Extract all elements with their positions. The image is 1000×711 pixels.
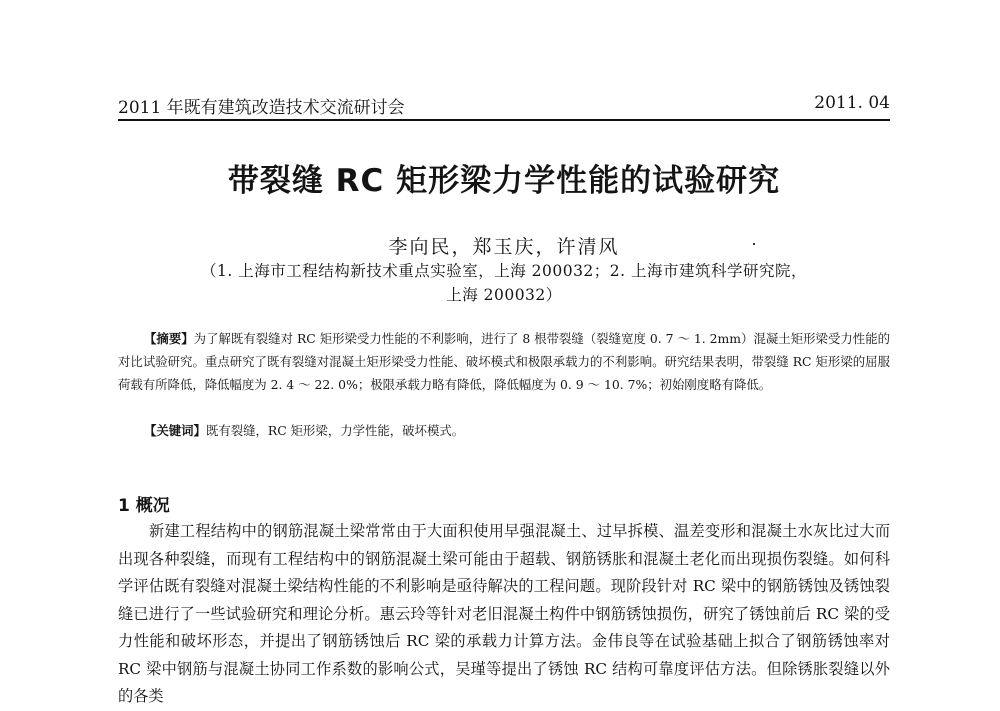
paper-title: 带裂缝 RC 矩形梁力学性能的试验研究: [227, 163, 781, 199]
keywords: [118, 419, 890, 442]
abstract-text: 为了解既有裂缝对 RC 矩形梁受力性能的不利影响，进行了 8 根带裂缝（裂缝宽度 0. 7 ～ 1. 2mm）混凝土矩形梁受力性能的对比试验研究。重点研究了既有裂缝对混凝土矩形梁受力性能、破坏模式和极限承载力的不利影响。研究结果表明，带裂缝 RC 矩形梁的屈服荷载有所降低，降低幅度为 2. 4 ～ 22. 0%；极限承载力略有降低，降低幅度为 0. 9 ～ 10. 7%；初始刚度略有降低。: [118, 331, 891, 392]
running-header: [118, 93, 890, 121]
abstract-label: 【摘要】: [144, 331, 194, 346]
section-body: 新建工程结构中的钢筋混凝土梁常常由于大面积使用早强混凝土、过早拆模、温差变形和混凝土水灰比过大而出现各种裂缝，而现有工程结构中的钢筋混凝土梁可能由于超载、钢筋锈胀和混凝土老化而出现损伤裂缝。如何科学评估既有裂缝对混凝土梁结构性能的不利影响是亟待解决的工程问题。现阶段针对 RC 梁中的钢筋锈蚀及锈蚀裂缝已进行了一些试验研究和理论分析。惠云玲等针对老旧混凝土构件中钢筋锈蚀损伤，研究了锈蚀前后 RC 梁的受力性能和破坏形态，并提出了钢筋锈蚀后 RC 梁的承载力计算方法。金伟良等在试验基础上拟合了钢筋锈蚀率对 RC 梁中钢筋与混凝土协同工作系数的影响公式，吴瑾等提出了锈蚀 RC 结构可靠度评估方法。但除锈胀裂缝以外的各类: [118, 522, 890, 705]
section-heading: 1 概况: [118, 496, 170, 516]
keywords-label: 【关键词】: [144, 423, 206, 438]
affiliation-line-2: 上海 200032）: [446, 286, 562, 304]
issue-date: 2011. 04: [814, 93, 890, 113]
author-list: 李向民，郑玉庆，许清风: [388, 236, 620, 258]
affiliation-line-1: （1. 上海市工程结构新技术重点实验室，上海 200032；2. 上海市建筑科学研究院，: [200, 262, 808, 280]
speck-mark: [753, 243, 755, 245]
conference-name: 2011 年既有建筑改造技术交流研讨会: [118, 98, 405, 118]
keywords-text: 既有裂缝，RC 矩形梁，力学性能，破坏模式。: [205, 423, 465, 438]
abstract: [118, 327, 890, 396]
